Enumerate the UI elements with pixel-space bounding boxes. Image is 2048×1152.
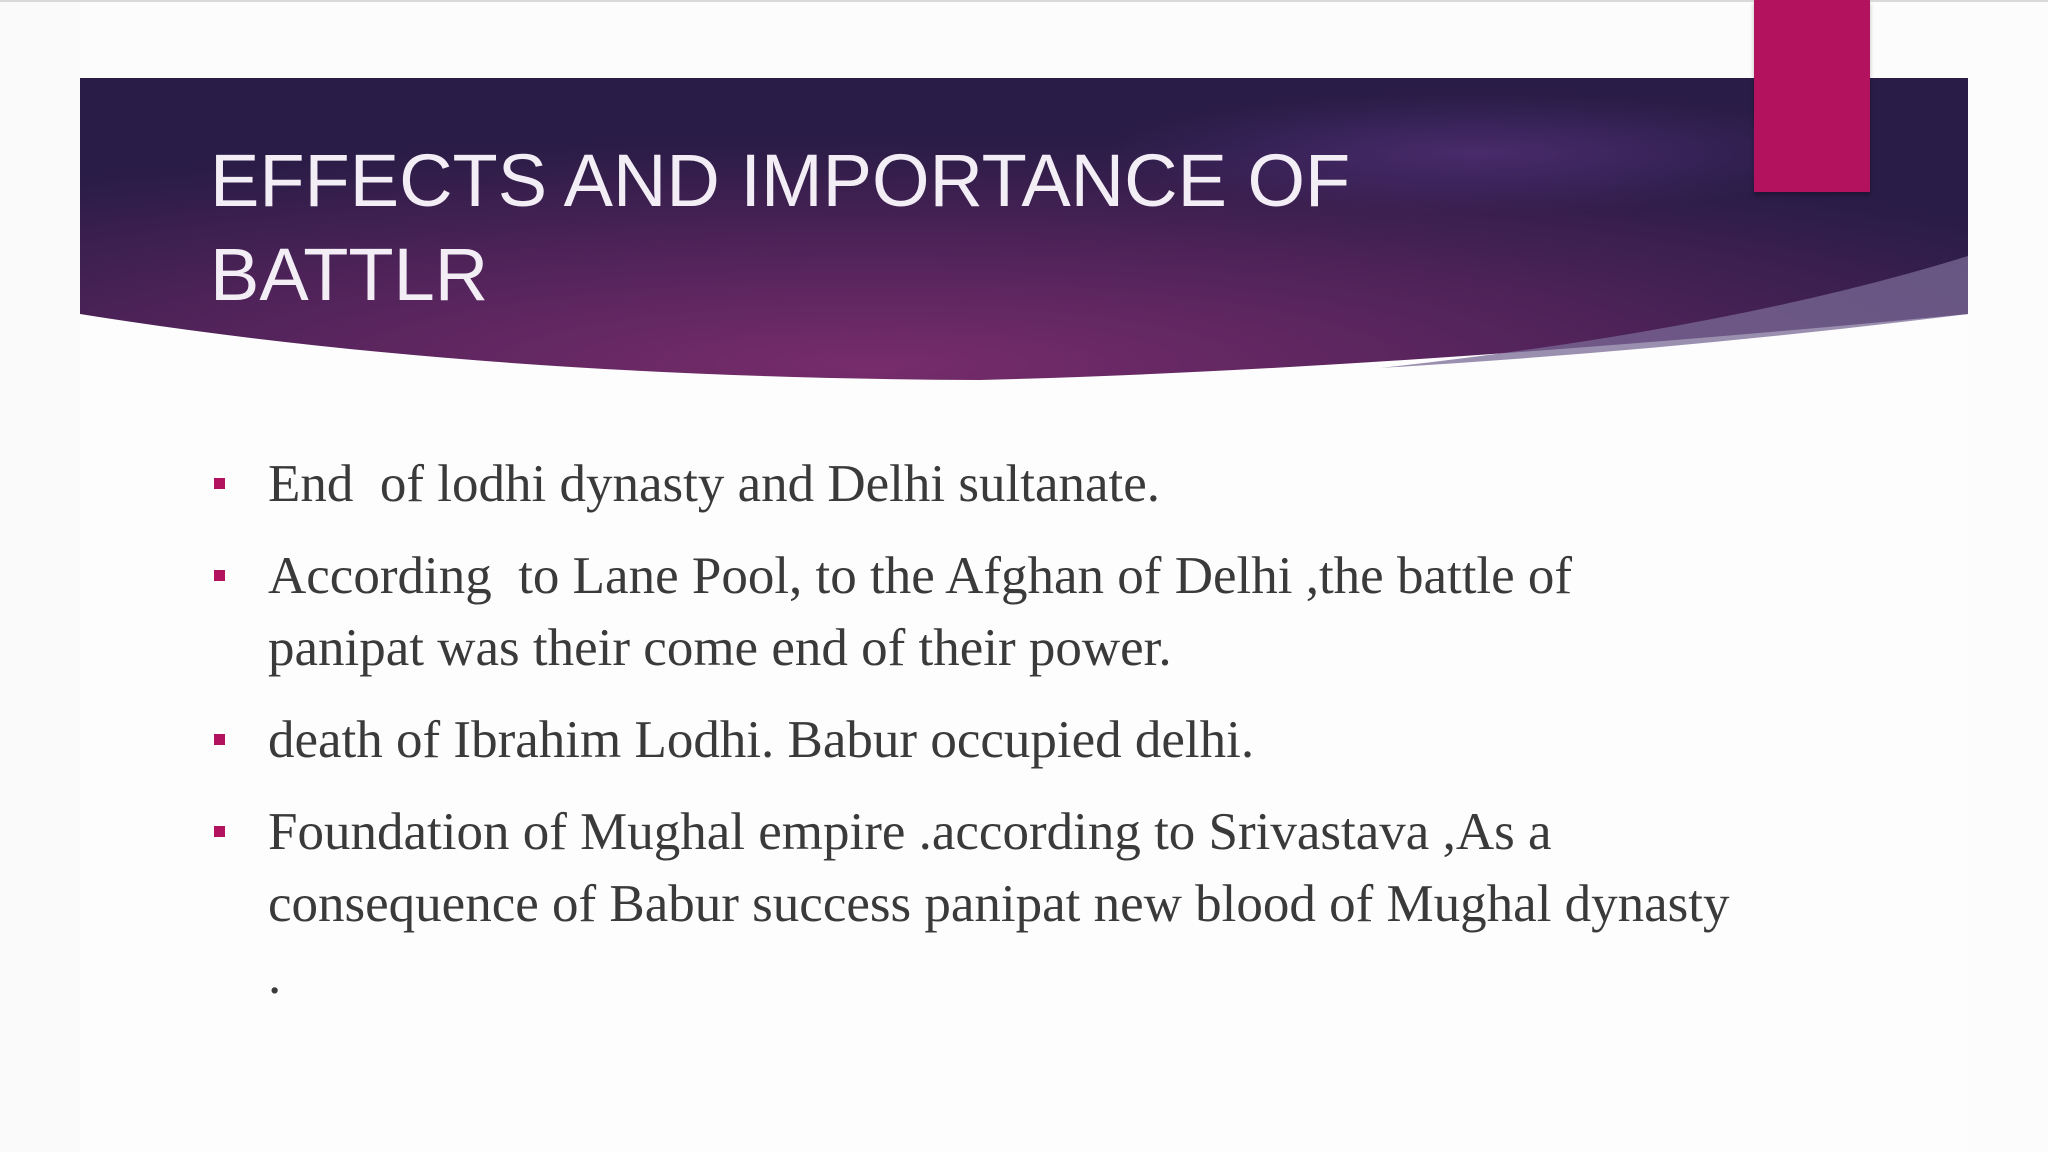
bullet-text: End of lodhi dynasty and Delhi sultanate.: [268, 455, 1160, 513]
left-margin: [0, 2, 80, 1152]
bullet-item: [210, 448, 1730, 520]
bullet-text: death of Ibrahim Lodhi. Babur occupied delhi.: [268, 711, 1255, 769]
accent-tab: [1754, 0, 1870, 192]
bullet-list: [210, 448, 1743, 1032]
top-border: [0, 0, 2048, 2]
bullet-item: [210, 796, 1743, 1012]
slide-title: EFFECTS AND IMPORTANCE OF BATTLR: [210, 139, 1371, 316]
bullet-square-icon: [214, 570, 225, 581]
bullet-square-icon: [214, 478, 225, 489]
bullet-text: According to Lane Pool, to the Afghan of Delhi ,the battle of panipat was their come end of their power.: [268, 547, 1586, 677]
bullet-square-icon: [214, 734, 225, 745]
bullet-square-icon: [214, 826, 225, 837]
bullet-item: [210, 704, 1730, 776]
bullet-text: Foundation of Mughal empire .according to Srivastava ,As a consequence of Babur success panipat new blood of Mughal dynasty .: [268, 803, 1743, 1005]
bullet-item: [210, 540, 1730, 684]
